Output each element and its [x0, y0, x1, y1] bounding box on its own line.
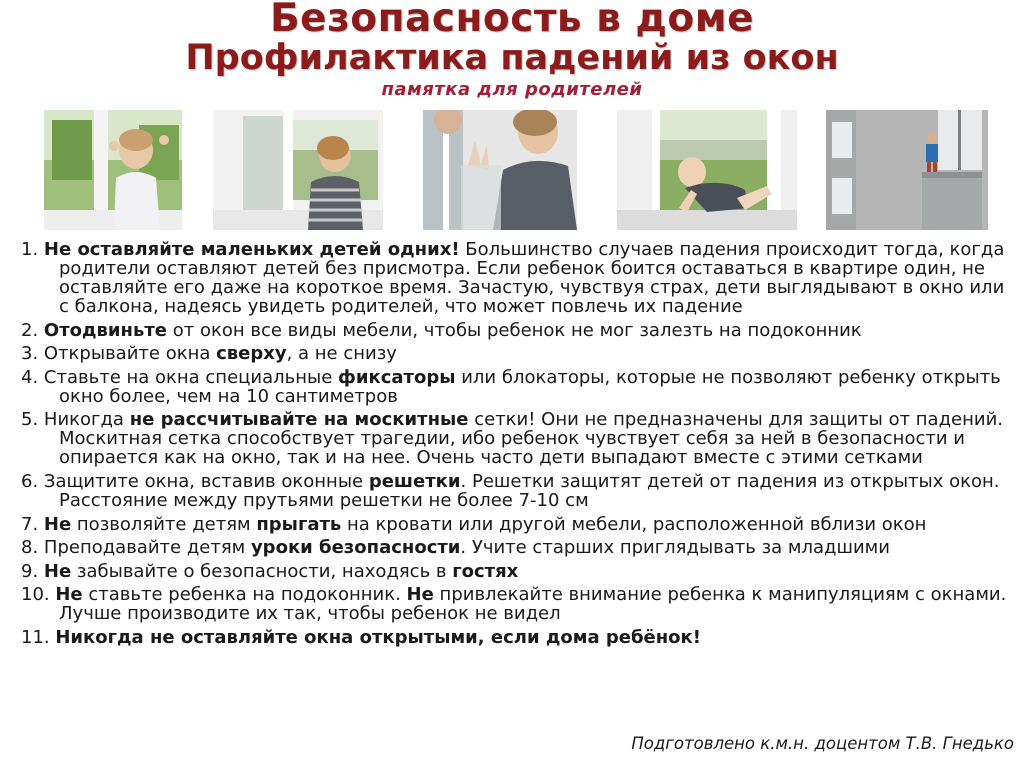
page-title: Безопасность в доме — [269, 0, 755, 41]
page-caption: памятка для родителей — [381, 79, 643, 100]
list-item: 1. Не оставляйте маленьких детей одних! Большинство случаев падения происходит тогда, когда родители оставляют детей без присмотра. Если ребенок боится оставаться в квартире один, не оставляйте его даже на короткое время. Зачастую, чувствуя страх, дети выглядывают в окно или с балкона, надеясь увидеть родителей, что может повлечь их падение — [21, 239, 1005, 317]
list-item: 11. Никогда не оставляйте окна открытыми, если дома ребёнок! — [21, 626, 701, 648]
page-subtitle: Профилактика падений из окон — [185, 38, 839, 78]
list-item: 6. Защитите окна, вставив оконные решетки. Решетки защитят детей от падения из открытых окон. Расстояние между прутьями решетки не более 7-10 см — [21, 470, 1000, 511]
list-item: 5. Никогда не рассчитывайте на москитные сетки! Они не предназначены для защиты от падений. Москитная сетка способствует трагедии, ибо ребенок чувствует себя за ней в безопасности и опирается как на окно, так и на нее. Очень часто дети выпадают вместе с этими сетками — [21, 409, 1003, 469]
photo-baby-on-windowsill — [617, 110, 797, 230]
list-item: 8. Преподавайте детям уроки безопасности. Учите старших приглядывать за младшими — [21, 537, 890, 559]
photo-child-hand-on-glass — [423, 110, 577, 230]
safety-tips-list — [21, 240, 1017, 652]
photo-child-on-building-ledge — [826, 110, 988, 230]
author-credit: Подготовлено к.м.н. доцентом Т.В. Гнедько — [631, 734, 1014, 753]
list-item: 4. Ставьте на окна специальные фиксаторы или блокаторы, которые не позволяют ребенку открыть окно более, чем на 10 сантиметров — [21, 366, 1001, 407]
photo-strip — [0, 110, 1024, 232]
list-item: 2. Отодвиньте от окон все виды мебели, чтобы ребенок не мог залезть на подоконник — [21, 319, 862, 341]
photo-child-at-window-2 — [213, 110, 383, 230]
list-item: 10. Не ставьте ребенка на подоконник. Не привлекайте внимание ребенка к манипуляциям с окнами. Лучше производите их так, чтобы ребенок не видел — [21, 584, 1007, 625]
list-item: 3. Открывайте окна сверху, а не снизу — [21, 343, 397, 365]
list-item: 7. Не позволяйте детям прыгать на кровати или другой мебели, расположенной вблизи окон — [21, 513, 927, 535]
list-item: 9. Не забывайте о безопасности, находясь в гостях — [21, 560, 519, 582]
photo-child-at-window-1 — [44, 110, 182, 230]
